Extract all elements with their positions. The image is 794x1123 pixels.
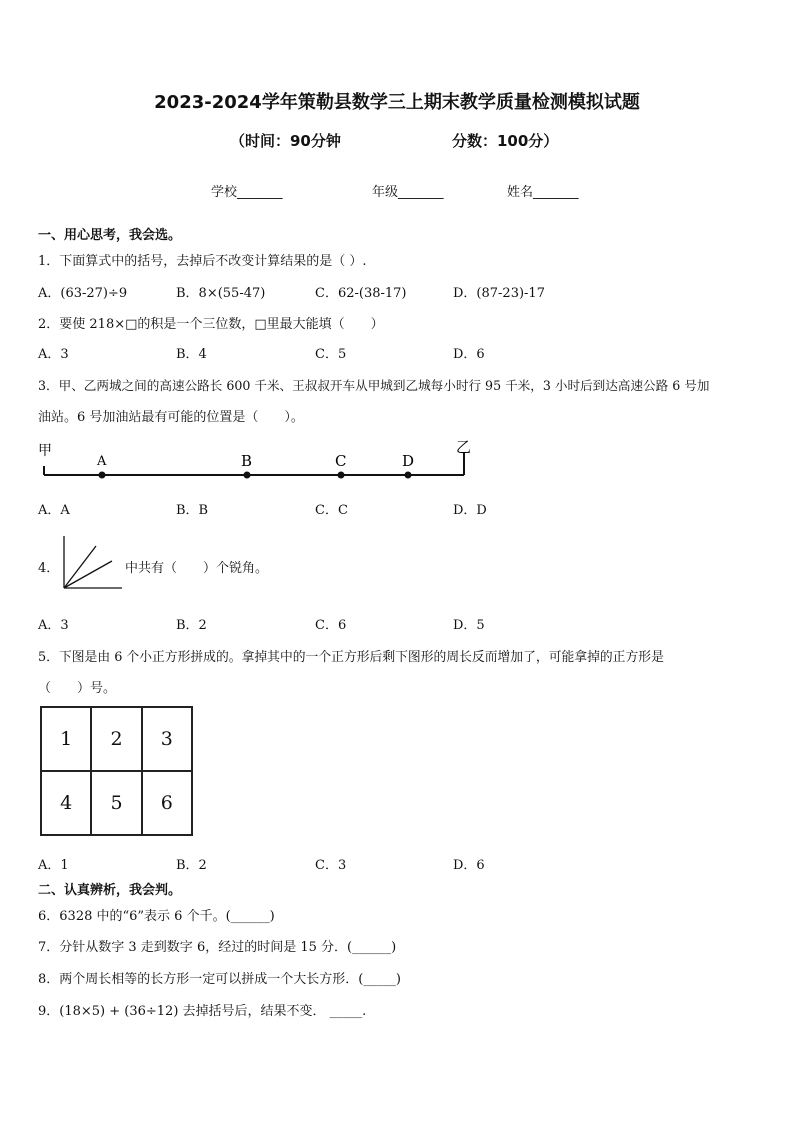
square-1: 1 <box>41 707 91 771</box>
q3-option-c: C．C <box>315 503 348 518</box>
point-d <box>405 472 412 479</box>
square-2: 2 <box>91 707 141 771</box>
q5-option-c: C．3 <box>315 858 347 873</box>
q2-option-b: B．4 <box>176 347 207 362</box>
question-9: 9．(18×5) + (36÷12) 去掉括号后，结果不变． _____. <box>38 1004 367 1019</box>
label-yi: 乙 <box>456 438 472 456</box>
question-5-line-1: 5．下图是由 6 个小正方形拼成的。拿掉其中的一个正方形后剩下图形的周长反而增加了，可能拿掉的正方形是 <box>38 650 664 665</box>
name-field: 姓名_______ <box>507 185 579 200</box>
q5-option-b: B．2 <box>176 858 207 873</box>
q2-option-d: D．6 <box>453 347 485 362</box>
q4-option-b: B．2 <box>176 618 207 633</box>
square-3: 3 <box>142 707 192 771</box>
label-b: B <box>241 452 253 470</box>
angle-ray-1 <box>64 546 96 588</box>
angle-ray-2 <box>64 561 112 588</box>
question-1: 1．下面算式中的括号，去掉后不改变计算结果的是（ ）. <box>38 254 367 269</box>
question-4-number: 4． <box>38 561 60 576</box>
section-1-heading: 一、用心思考，我会选。 <box>38 228 182 243</box>
label-d: D <box>402 452 415 470</box>
time-label: （时间：90分钟 <box>230 132 341 150</box>
section-2-heading: 二、认真辨析，我会判。 <box>38 883 182 898</box>
question-8: 8．两个周长相等的长方形一定可以拼成一个大长方形．(_____) <box>38 972 401 987</box>
q1-option-d: D．(87-23)-17 <box>453 286 545 301</box>
angle-figure <box>62 534 124 592</box>
q4-option-a: A．3 <box>38 618 69 633</box>
square-6: 6 <box>142 771 192 835</box>
label-c: C <box>335 452 347 470</box>
q3-option-d: D．D <box>453 503 487 518</box>
q4-option-d: D．5 <box>453 618 485 633</box>
score-label: 分数：100分） <box>452 132 559 150</box>
question-7: 7．分针从数字 3 走到数字 6，经过的时间是 15 分．(______) <box>38 940 397 955</box>
q4-option-c: C．6 <box>315 618 347 633</box>
label-a: A <box>97 454 107 469</box>
school-field: 学校_______ <box>211 185 283 200</box>
six-squares-grid <box>40 706 193 836</box>
q1-option-c: C．62-(38-17) <box>315 286 407 301</box>
question-3-line-2: 油站。6 号加油站最有可能的位置是（ ）。 <box>38 410 304 425</box>
point-a <box>99 472 106 479</box>
q3-option-b: B．B <box>176 503 209 518</box>
q5-option-d: D．6 <box>453 858 485 873</box>
question-5-line-2: （ ）号。 <box>38 681 117 696</box>
point-c <box>338 472 345 479</box>
q3-option-a: A．A <box>38 503 70 518</box>
question-4: 中共有（ ）个锐角。 <box>125 561 269 576</box>
q2-option-c: C．5 <box>315 347 347 362</box>
question-3-line-1: 3．甲、乙两城之间的高速公路长 600 千米、王叔叔开车从甲城到乙城每小时行 95 千米，3 小时后到达高速公路 6 号加 <box>38 378 710 393</box>
q5-option-a: A．1 <box>38 858 69 873</box>
square-5: 5 <box>91 771 141 835</box>
label-jia: 甲 <box>38 443 52 459</box>
grade-field: 年级_______ <box>372 185 444 200</box>
q2-option-a: A．3 <box>38 347 69 362</box>
question-6: 6．6328 中的“6”表示 6 个千。(______) <box>38 909 275 924</box>
highway-diagram <box>36 436 476 482</box>
question-2: 2．要使 218×□的积是一个三位数，□里最大能填（ ） <box>38 317 384 332</box>
square-4: 4 <box>41 771 91 835</box>
q1-option-a: A．(63-27)÷9 <box>38 286 128 301</box>
point-b <box>244 472 251 479</box>
q1-option-b: B．8×(55-47) <box>176 286 266 301</box>
exam-title: 2023-2024学年策勒县数学三上期末教学质量检测模拟试题 <box>154 92 640 113</box>
